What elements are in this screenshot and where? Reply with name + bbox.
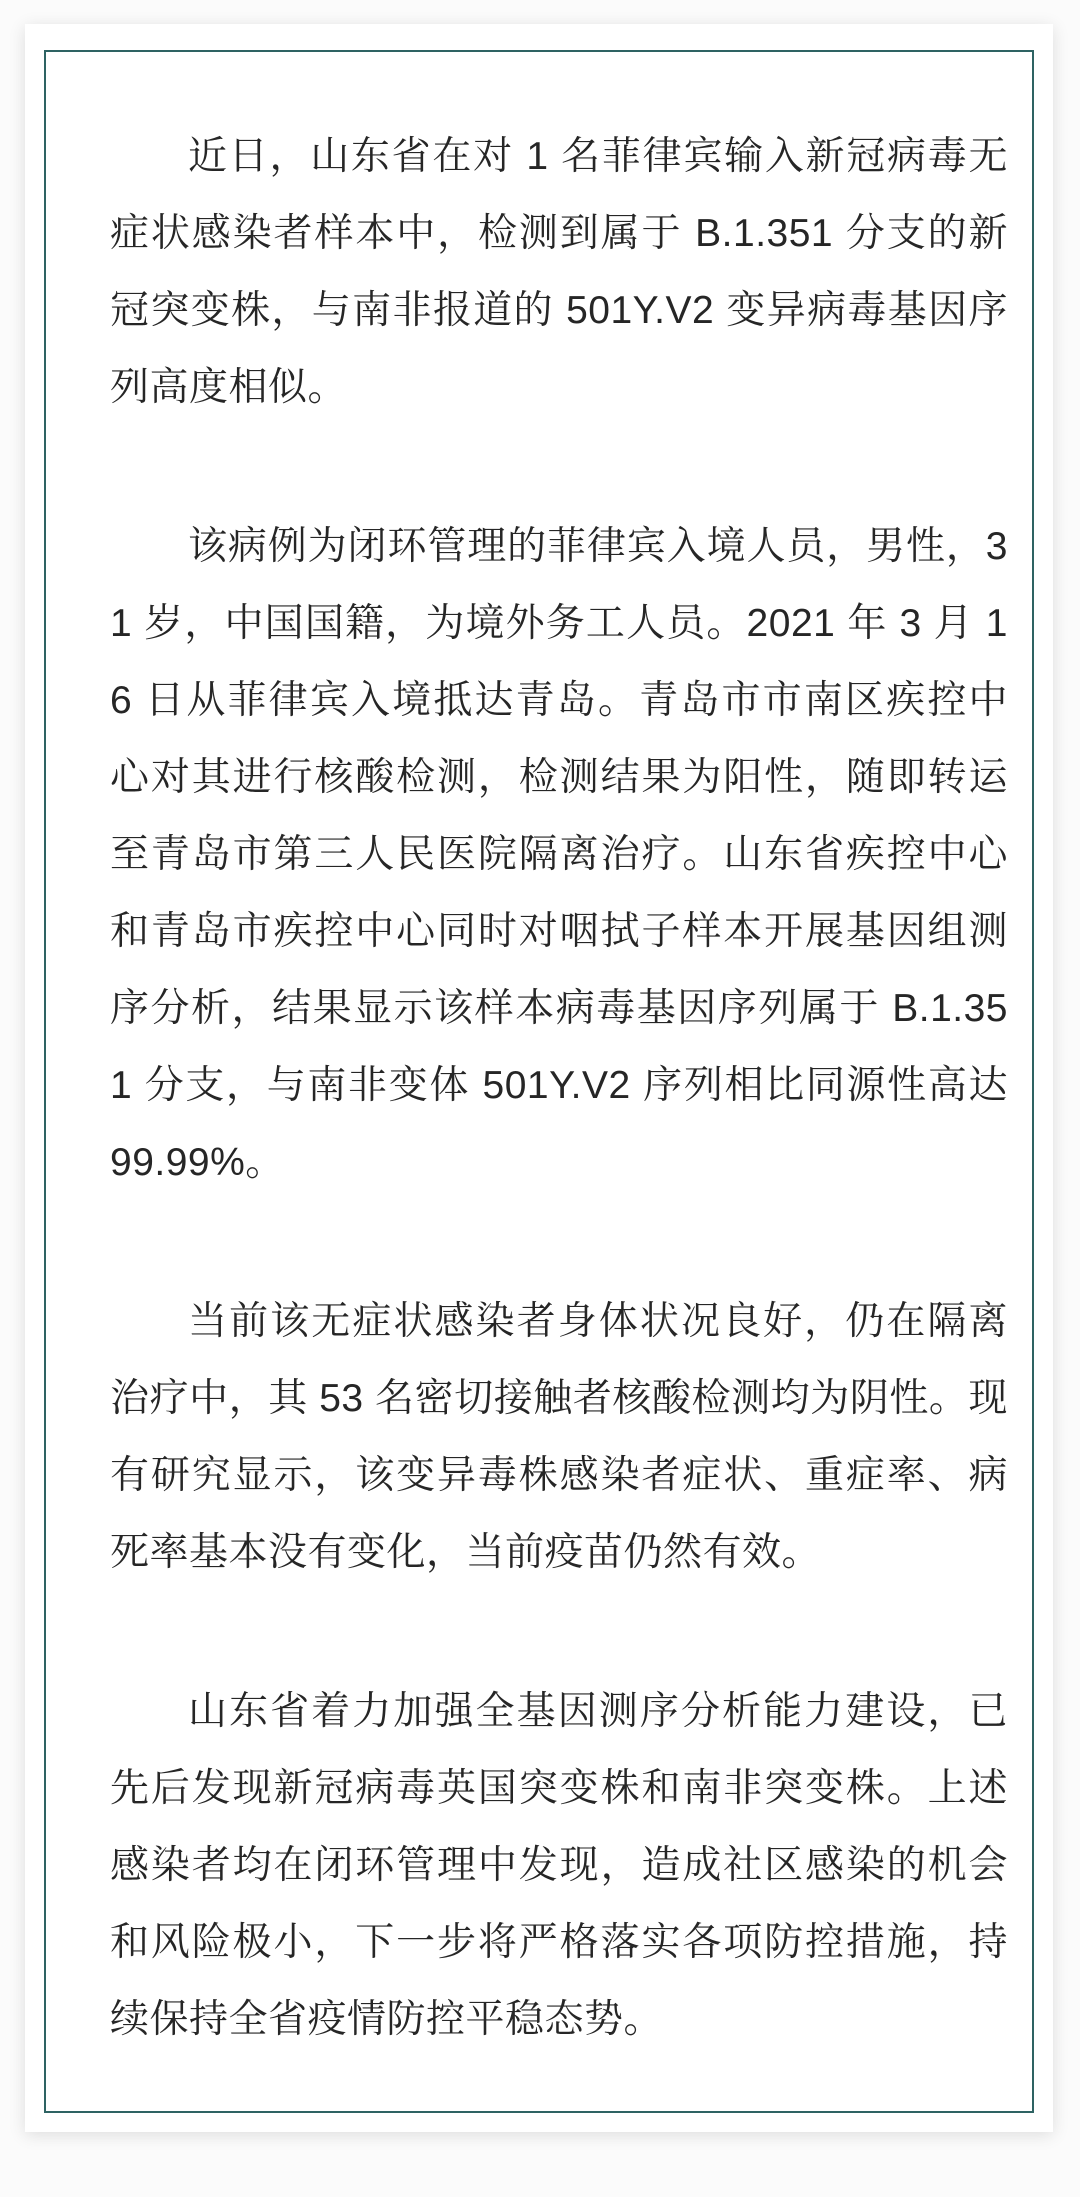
paragraph: 山东省着力加强全基因测序分析能力建设，已先后发现新冠病毒英国突变株和南非突变株。上述感染者均在闭环管理中发现，造成社区感染的机会和风险极小，下一步将严格落实各项防控措施，持续保持全省疫情防控平稳态势。	[110, 1690, 1008, 2041]
article-card	[25, 24, 1053, 2132]
article-frame-border	[44, 50, 1034, 2113]
article-body	[46, 52, 1032, 2111]
paragraph: 当前该无症状感染者身体状况良好，仍在隔离治疗中，其 53 名密切接触者核酸检测均为阴性。现有研究显示，该变异毒株感染者症状、重症率、病死率基本没有变化，当前疫苗仍然有效。	[110, 1300, 1008, 1574]
paragraph: 近日，山东省在对 1 名菲律宾输入新冠病毒无症状感染者样本中，检测到属于 B.1.351 分支的新冠突变株，与南非报道的 501Y.V2 变异病毒基因序列高度相似。	[110, 135, 1008, 409]
paragraph: 该病例为闭环管理的菲律宾入境人员，男性，31 岁，中国国籍，为境外务工人员。2021 年 3 月 16 日从菲律宾入境抵达青岛。青岛市市南区疾控中心对其进行核酸检测，检测结果为阳性，随即转运至青岛市第三人民医院隔离治疗。山东省疾控中心和青岛市疾控中心同时对咽拭子样本开展基因组测序分析，结果显示该样本病毒基因序列属于 B.1.351 分支，与南非变体 501Y.V2 序列相比同源性高达 99.99%。	[110, 525, 1008, 1184]
